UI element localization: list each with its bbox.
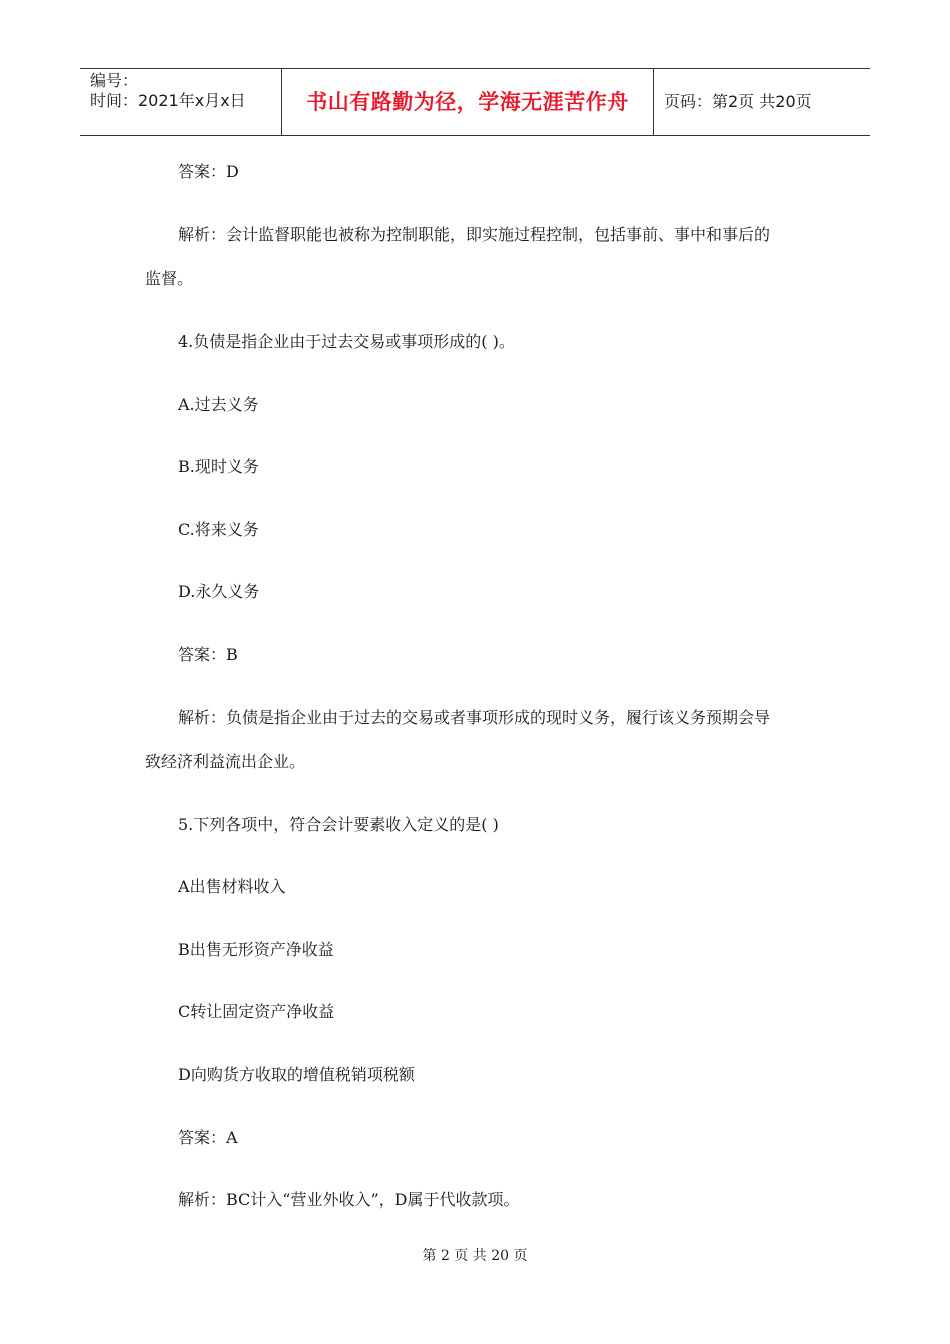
answer-4: 答案：B bbox=[178, 645, 238, 664]
question-5-option-c: C转让固定资产净收益 bbox=[178, 1002, 335, 1021]
answer-3: 答案：D bbox=[178, 162, 239, 181]
page-header bbox=[80, 68, 870, 136]
analysis-3-line2: 监督。 bbox=[145, 269, 194, 288]
page-footer: 第 2 页 共 20 页 bbox=[422, 1248, 528, 1264]
analysis-4-line2: 致经济利益流出企业。 bbox=[145, 752, 306, 771]
analysis-5: 解析：BC计入“营业外收入”，D属于代收款项。 bbox=[178, 1190, 520, 1209]
question-4-option-c: C.将来义务 bbox=[178, 520, 259, 539]
question-5-option-a: A出售材料收入 bbox=[178, 877, 286, 896]
question-4-option-a: A.过去义务 bbox=[178, 395, 259, 414]
time-label: 时间：2021年x月x日 bbox=[90, 91, 246, 110]
number-label: 编号： bbox=[90, 71, 139, 90]
question-5-option-b: B出售无形资产净收益 bbox=[178, 940, 334, 959]
question-4-option-b: B.现时义务 bbox=[178, 457, 259, 476]
analysis-4-line1: 解析：负债是指企业由于过去的交易或者事项形成的现时义务，履行该义务预期会导 bbox=[178, 708, 771, 727]
question-5-option-d: D向购货方收取的增值税销项税额 bbox=[178, 1065, 415, 1084]
header-meta bbox=[80, 69, 282, 135]
header-page-label: 页码：第2页 共20页 bbox=[664, 92, 812, 111]
analysis-3-line1: 解析：会计监督职能也被称为控制职能，即实施过程控制，包括事前、事中和事后的 bbox=[178, 225, 771, 244]
question-4: 4.负债是指企业由于过去交易或事项形成的( )。 bbox=[178, 332, 515, 351]
header-motto: 书山有路勤为径，学海无涯苦作舟 bbox=[282, 69, 654, 135]
question-4-option-d: D.永久义务 bbox=[178, 582, 260, 601]
answer-5: 答案：A bbox=[178, 1128, 238, 1147]
question-5: 5.下列各项中，符合会计要素收入定义的是( ) bbox=[178, 815, 499, 834]
